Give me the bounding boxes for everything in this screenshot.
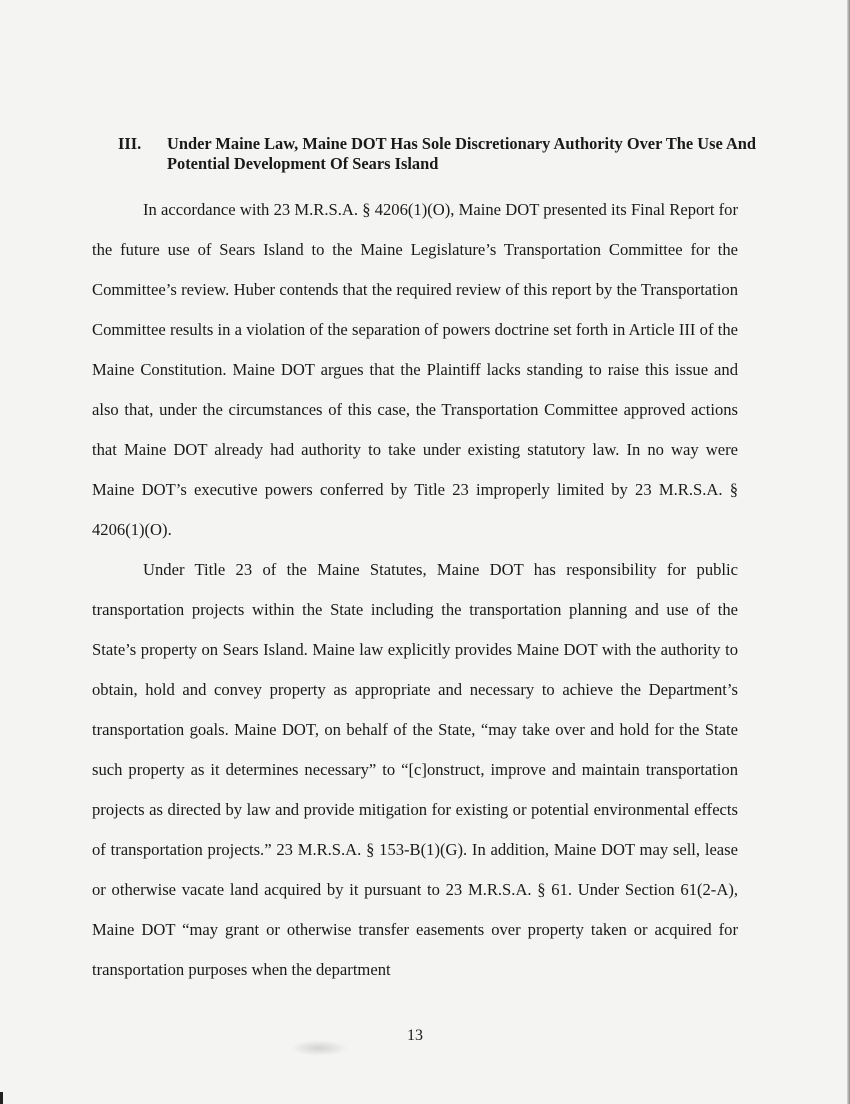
paragraph: Under Title 23 of the Maine Statutes, Maine DOT has responsibility for public transportation projects within the State including the transportation planning and use of the State’s property on Sears Island. Maine law explicitly provides Maine DOT with the authority to obtain, hold and convey property as appropriate and necessary to achieve the Department’s transportation goals. Maine DOT, on behalf of the State, “may take over and hold for the State such property as it determines necessary” to “[c]onstruct, improve and maintain transportation projects as directed by law and provide mitigation for existing or potential environmental effects of transportation projects.” 23 M.R.S.A. § 153-B(1)(G). In addition, Maine DOT may sell, lease or otherwise vacate land acquired by it pursuant to 23 M.R.S.A. § 61. Under Section 61(2-A), Maine DOT “may grant or otherwise transfer easements over property taken or acquired for transportation purposes when the department — [92, 560, 738, 979]
scan-corner-mark — [0, 1092, 3, 1104]
page-number: 13 — [407, 1027, 423, 1044]
body-text — [92, 190, 738, 990]
paragraph: In accordance with 23 M.R.S.A. § 4206(1)(O), Maine DOT presented its Final Report for the future use of Sears Island to the Maine Legislature’s Transportation Committee for the Committee’s review. Huber contends that the required review of this report by the Transportation Committee results in a violation of the separation of powers doctrine set forth in Article III of the Maine Constitution. Maine DOT argues that the Plaintiff lacks standing to raise this issue and also that, under the circumstances of this case, the Transportation Committee approved actions that Maine DOT already had authority to take under existing statutory law. In no way were Maine DOT’s executive powers conferred by Title 23 improperly limited by 23 M.R.S.A. § 4206(1)(O). — [92, 200, 738, 539]
section-title: Under Maine Law, Maine DOT Has Sole Discretionary Authority Over The Use And Potential Development Of Sears Island — [167, 134, 757, 173]
section-number: III. — [118, 134, 142, 153]
scan-smudge — [290, 1040, 348, 1056]
